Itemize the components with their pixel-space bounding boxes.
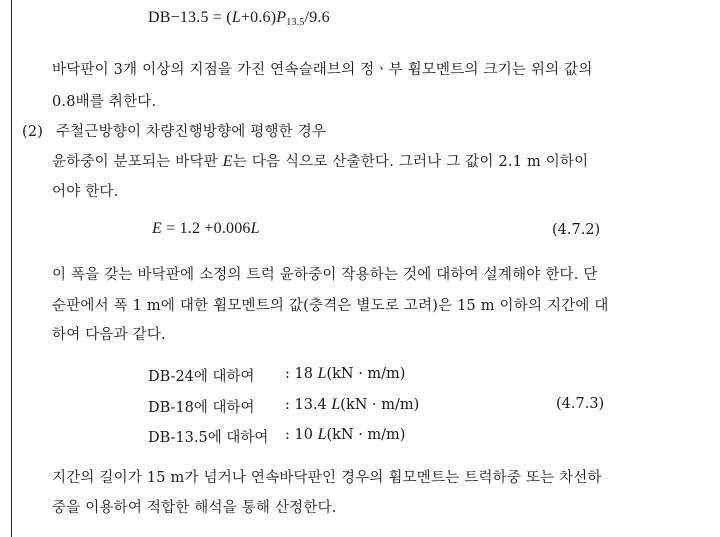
formula-var-l: L — [250, 220, 260, 237]
section-heading — [22, 120, 326, 141]
text-run: 는 다음 식으로 산출한다. 그러나 그 값이 2.1 m 이하이 — [232, 154, 589, 170]
formula-subscript: 13.5 — [286, 17, 305, 28]
para3-line3: 하여 다음과 같다. — [52, 327, 166, 343]
var-l: L — [317, 426, 327, 443]
formula-part: = 1.2 +0.006 — [161, 220, 251, 237]
value-prefix: : 10 — [285, 427, 318, 443]
para4-line2: 중을 이용하여 적합한 해석을 통해 산정한다. — [52, 500, 337, 516]
equation-number-472: (4.7.2) — [552, 222, 601, 238]
para3-line2: 순판에서 폭 1 m에 대한 휨모멘트의 값(충격은 별도로 고려)은 15 m 이하의 지간에 대 — [52, 298, 609, 314]
para1-line1: 바닥판이 3개 이상의 지점을 가진 연속슬래브의 정ㆍ부 휨모멘트의 크기는 위의 값의 — [52, 62, 593, 78]
unit: (kN · m/m) — [326, 366, 406, 382]
table-row-value — [285, 396, 419, 414]
var-e: E — [222, 153, 233, 170]
formula-var-l: L — [231, 9, 241, 26]
formula-e — [152, 220, 260, 238]
para4-line1: 지간의 길이가 15 m가 넘거나 연속바닥판인 경우의 휨모멘트는 트럭하중 또는 차선하 — [52, 470, 602, 486]
para2-line2: 어야 한다. — [52, 184, 119, 200]
formula-part: +0.6) — [240, 9, 277, 26]
left-margin-rule — [11, 0, 12, 537]
text-run: 윤하중이 분포되는 바닥판 — [52, 154, 223, 170]
var-l: L — [331, 396, 341, 413]
unit: (kN · m/m) — [326, 427, 406, 443]
table-row-value — [285, 426, 405, 444]
section-title: 주철근방향이 차량진행방향에 평행한 경우 — [55, 124, 327, 140]
formula-db135 — [148, 9, 330, 28]
value-prefix: : 18 — [285, 366, 318, 382]
formula-part: DB−13.5 = ( — [148, 9, 232, 26]
formula-var-e: E — [152, 220, 162, 237]
table-row-label: DB-13.5에 대하여 — [148, 430, 269, 446]
para1-line2: 0.8배를 취한다. — [52, 94, 157, 110]
para2-line1 — [52, 150, 588, 171]
unit: (kN · m/m) — [340, 397, 420, 413]
value-prefix: : 13.4 — [285, 397, 332, 413]
var-l: L — [317, 365, 327, 382]
section-number: (2) — [22, 124, 44, 140]
para3-line1: 이 폭을 갖는 바닥판에 소정의 트럭 윤하중이 작용하는 것에 대하여 설계해야 한다. 단 — [52, 267, 598, 283]
equation-number-473: (4.7.3) — [556, 396, 605, 412]
table-row-label: DB-18에 대하여 — [148, 400, 255, 416]
formula-part: /9.6 — [304, 9, 330, 26]
table-row-label: DB-24에 대하여 — [148, 369, 255, 385]
table-row-value — [285, 365, 405, 383]
formula-var-p: P — [276, 9, 287, 26]
